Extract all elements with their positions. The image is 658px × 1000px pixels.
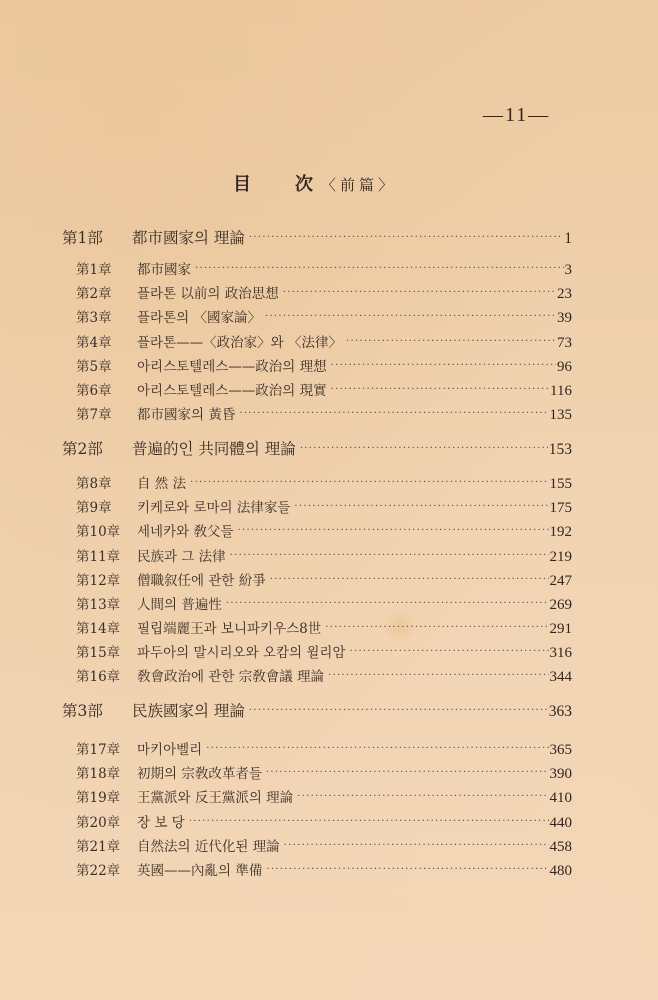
part-title: 普遍的인 共同體의 理論 — [132, 440, 296, 458]
leader-dots — [230, 550, 549, 561]
chapter-title: 필립端麗王과 보니파키우스8世 — [137, 621, 322, 637]
chapter-number: 第10章 — [76, 524, 121, 540]
chapter-title: 장 보 당 — [137, 815, 185, 831]
toc-chapter-row[interactable] — [76, 403, 572, 424]
toc-chapter-row[interactable] — [76, 282, 572, 303]
toc-chapter-row[interactable] — [76, 258, 572, 279]
toc-part-row[interactable] — [62, 699, 572, 721]
leader-dots — [331, 384, 549, 395]
chapter-number: 第5章 — [76, 359, 112, 375]
toc-chapter-row[interactable] — [76, 545, 572, 566]
page-ref: 390 — [549, 766, 572, 782]
page-number: —11— — [483, 104, 551, 126]
page-ref: 247 — [549, 573, 572, 589]
title-char-2: 次 — [295, 174, 313, 195]
page-ref: 480 — [549, 863, 572, 879]
chapter-title: 僧職叙任에 관한 紛爭 — [137, 573, 266, 589]
page-ref: 363 — [548, 703, 572, 720]
title-char-1: 目 — [233, 174, 251, 195]
leader-dots — [238, 525, 549, 536]
page-ref: 1 — [564, 230, 572, 247]
chapter-number: 第21章 — [76, 839, 121, 855]
leader-dots — [226, 598, 549, 609]
toc-chapter-row[interactable] — [76, 472, 572, 493]
page-ref: 440 — [549, 815, 572, 831]
page-ref: 3 — [564, 262, 572, 278]
page-ref: 365 — [549, 742, 572, 758]
chapter-number: 第8章 — [76, 476, 112, 492]
toc-chapter-row[interactable] — [76, 738, 572, 759]
chapter-number: 第18章 — [76, 766, 121, 782]
page-ref: 410 — [549, 790, 572, 806]
chapter-number: 第20章 — [76, 815, 121, 831]
toc-chapter-row[interactable] — [76, 762, 572, 783]
part-number: 第2部 — [62, 440, 103, 458]
chapter-title: 敎會政治에 관한 宗敎會議 理論 — [137, 669, 324, 685]
part-number: 第1部 — [62, 229, 103, 247]
page-ref: 96 — [557, 359, 572, 375]
chapter-title: 都市國家의 黃昏 — [137, 407, 236, 423]
page-ref: 73 — [557, 335, 572, 351]
toc-chapter-row[interactable] — [76, 331, 572, 352]
leader-dots — [266, 864, 548, 875]
chapter-title: 세네카와 敎父들 — [137, 524, 234, 540]
chapter-number: 第19章 — [76, 790, 121, 806]
leader-dots — [328, 670, 549, 681]
leader-dots — [239, 408, 548, 419]
chapter-title: 英國——內亂의 準備 — [137, 863, 263, 879]
toc-chapter-row[interactable] — [76, 379, 572, 400]
leader-dots — [331, 360, 556, 371]
page-title — [233, 170, 397, 196]
part-number: 第3部 — [62, 702, 103, 720]
page-ref: 344 — [549, 669, 572, 685]
page-ref: 175 — [549, 500, 572, 516]
toc-chapter-row[interactable] — [76, 306, 572, 327]
leader-dots — [283, 287, 556, 298]
toc-chapter-row[interactable] — [76, 593, 572, 614]
toc-chapter-row[interactable] — [76, 835, 572, 856]
toc-chapter-row[interactable] — [76, 665, 572, 686]
leader-dots — [190, 477, 548, 488]
toc-chapter-row[interactable] — [76, 859, 572, 880]
chapter-number: 第17章 — [76, 742, 121, 758]
toc-chapter-row[interactable] — [76, 641, 572, 662]
page-ref: 23 — [557, 286, 572, 302]
page-ref: 39 — [557, 310, 572, 326]
chapter-number: 第4章 — [76, 335, 112, 351]
toc-chapter-row[interactable] — [76, 496, 572, 517]
leader-dots — [346, 336, 556, 347]
part-title: 都市國家의 理論 — [132, 229, 245, 247]
leader-dots — [189, 816, 549, 827]
chapter-title: 파두아의 말시리오와 오캄의 윌리암 — [137, 645, 346, 661]
chapter-number: 第2章 — [76, 286, 112, 302]
chapter-number: 第11章 — [76, 549, 121, 565]
leader-dots — [206, 743, 548, 754]
leader-dots — [294, 501, 548, 512]
chapter-number: 第1章 — [76, 262, 112, 278]
leader-dots — [270, 574, 549, 585]
chapter-number: 第7章 — [76, 407, 112, 423]
leader-dots — [300, 443, 548, 454]
toc-chapter-row[interactable] — [76, 520, 572, 541]
chapter-title: 아리스토텔레스——政治의 現實 — [137, 383, 327, 399]
toc-part-row[interactable] — [62, 226, 572, 248]
toc-chapter-row[interactable] — [76, 569, 572, 590]
leader-dots — [325, 622, 548, 633]
page-ref: 316 — [549, 645, 572, 661]
chapter-number: 第6章 — [76, 383, 112, 399]
leader-dots — [249, 705, 548, 716]
page-ref: 116 — [550, 383, 572, 399]
chapter-number: 第16章 — [76, 669, 121, 685]
chapter-title: 初期의 宗敎改革者들 — [137, 766, 262, 782]
leader-dots — [266, 767, 549, 778]
leader-dots — [297, 791, 548, 802]
leader-dots — [265, 311, 556, 322]
chapter-title: 民族과 그 法律 — [137, 549, 226, 565]
toc-part-row[interactable] — [62, 437, 572, 459]
chapter-number: 第3章 — [76, 310, 112, 326]
chapter-title: 自然法의 近代化된 理論 — [137, 839, 280, 855]
toc-chapter-row[interactable] — [76, 786, 572, 807]
chapter-title: 都市國家 — [137, 262, 191, 278]
chapter-number: 第12章 — [76, 573, 121, 589]
page-ref: 153 — [548, 441, 572, 458]
chapter-title: 플라톤——〈政治家〉와 〈法律〉 — [137, 335, 342, 351]
chapter-title: 키케로와 로마의 法律家들 — [137, 500, 291, 516]
page-ref: 155 — [549, 476, 572, 492]
chapter-title: 아리스토텔레스——政治의 理想 — [137, 359, 327, 375]
leader-dots — [249, 232, 563, 243]
chapter-number: 第13章 — [76, 597, 121, 613]
chapter-number: 第9章 — [76, 500, 112, 516]
leader-dots — [350, 646, 549, 657]
toc-chapter-row[interactable] — [76, 355, 572, 376]
leader-dots — [284, 840, 549, 851]
chapter-title: 마키아벨리 — [137, 742, 203, 758]
page-ref: 291 — [549, 621, 572, 637]
page-ref: 135 — [549, 407, 572, 423]
part-title: 民族國家의 理論 — [132, 702, 245, 720]
toc-chapter-row[interactable] — [76, 811, 572, 832]
page-ref: 219 — [549, 549, 572, 565]
toc-chapter-row[interactable] — [76, 617, 572, 638]
chapter-title: 王黨派와 反王黨派의 理論 — [137, 790, 294, 806]
page-ref: 269 — [549, 597, 572, 613]
leader-dots — [195, 263, 564, 274]
title-subtitle: 〈前篇〉 — [321, 176, 398, 194]
chapter-number: 第14章 — [76, 621, 121, 637]
chapter-title: 人間의 普遍性 — [137, 597, 222, 613]
chapter-title: 自 然 法 — [137, 476, 187, 492]
page-ref: 458 — [549, 839, 572, 855]
chapter-title: 플라톤 以前의 政治思想 — [137, 286, 279, 302]
chapter-number: 第15章 — [76, 645, 121, 661]
chapter-title: 플라톤의 〈國家論〉 — [137, 310, 261, 326]
chapter-number: 第22章 — [76, 863, 121, 879]
page-ref: 192 — [549, 524, 572, 540]
